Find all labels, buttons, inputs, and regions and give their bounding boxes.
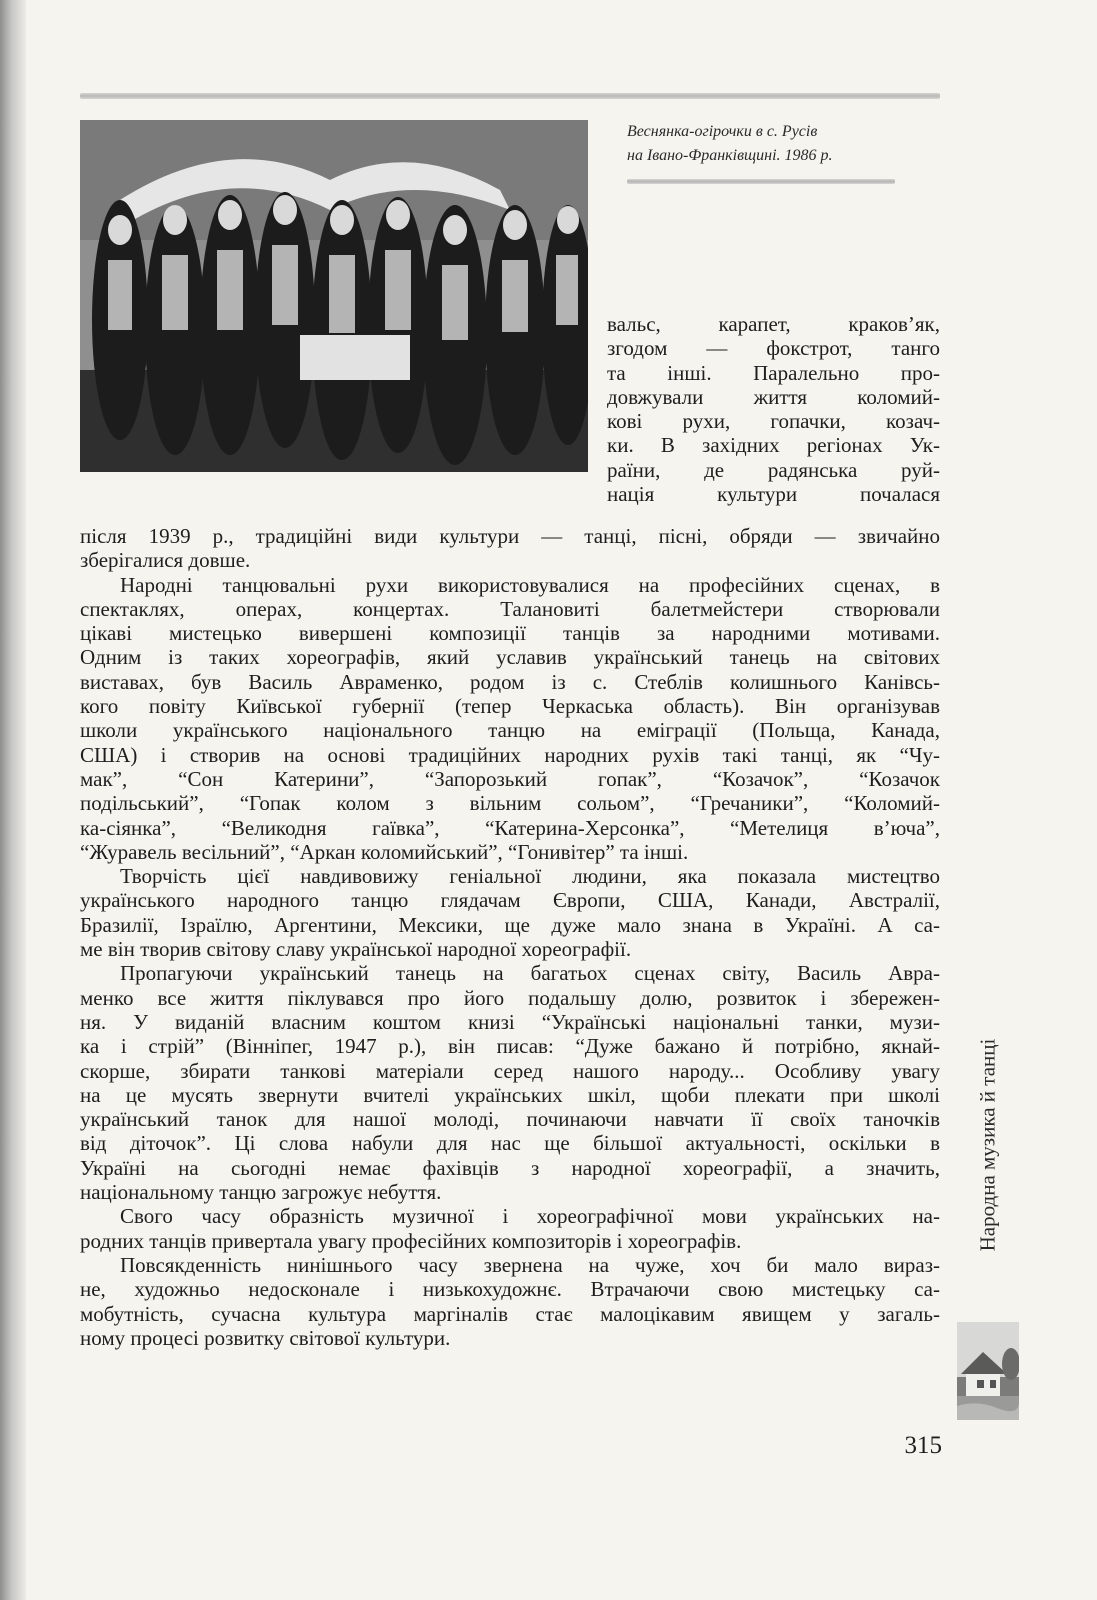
text-line: національному танцю загрожує небуття. bbox=[80, 1180, 442, 1205]
text-line: українського народного танцю глядачам Європи, США, Канади, Австралії, bbox=[80, 888, 940, 913]
text-line: довжували життя коломий- bbox=[607, 384, 940, 409]
text-line: мак”, “Сон Катерини”, “Запорозький гопак”, “Козачок”, “Козачок bbox=[80, 766, 940, 791]
text-line: родних танців привертала увагу професійних композиторів і хореографів. bbox=[80, 1228, 742, 1253]
text-line: Одним із таких хореографів, який уславив український танець на світових bbox=[80, 645, 940, 670]
text-line: Повсякденність нинішнього часу звернена на чуже, хоч би мало вираз- bbox=[120, 1252, 940, 1277]
text-line: кові рухи, гопачки, козач- bbox=[607, 409, 940, 434]
photo-caption bbox=[627, 120, 927, 168]
paragraph bbox=[80, 961, 940, 1204]
text-line: нація культури почалася bbox=[607, 482, 940, 507]
paragraph bbox=[80, 573, 940, 865]
text-line: раїни, де радянська руй- bbox=[607, 457, 940, 482]
text-line: ному процесі розвитку світової культури. bbox=[80, 1325, 451, 1350]
text-line: після 1939 р., традиційні види культури — танці, пісні, обряди — звичайно bbox=[80, 524, 940, 548]
text-line: ка і стрій” (Вінніпег, 1947 р.), він писав: “Дуже бажано й потрібно, якнай- bbox=[80, 1034, 940, 1059]
page-number: 315 bbox=[904, 1432, 942, 1459]
narrow-text-column bbox=[607, 312, 940, 506]
running-head-vertical bbox=[958, 1000, 1018, 1290]
text-line: ме він творив світову славу української народної хореографії. bbox=[80, 937, 632, 962]
text-line: вальс, карапет, краков’як, bbox=[607, 312, 940, 336]
paragraph bbox=[80, 1204, 940, 1253]
text-line: не, художньо недосконале і низькохудожнє. Втрачаючи свою мистецьку са- bbox=[80, 1277, 940, 1302]
text-line: виставах, був Василь Авраменко, родом із с. Стеблів колишнього Канівсь- bbox=[80, 669, 940, 694]
body-text bbox=[80, 524, 940, 1350]
book-spine-shadow bbox=[0, 0, 26, 1600]
text-line: український танок для нашої молоді, починаючи навчати її своїх таночків bbox=[80, 1107, 940, 1132]
text-line: подільський”, “Гопак колом з вільним сольом”, “Гречаники”, “Коломий- bbox=[80, 791, 940, 816]
text-line: зберігалися довше. bbox=[80, 548, 251, 573]
text-line: Бразилії, Ізраїлю, Аргентини, Мексики, ще дуже мало знана в Україні. А са- bbox=[80, 912, 940, 937]
text-line: Україні на сьогодні немає фахівців з народної хореографії, а значить, bbox=[80, 1155, 940, 1180]
folk-dancers-photo bbox=[80, 120, 588, 472]
text-line: спектаклях, операх, концертах. Талановиті балетмейстери створювали bbox=[80, 596, 940, 621]
text-line: Свого часу образність музичної і хореографічної мови українських на- bbox=[120, 1204, 940, 1229]
text-line: Народні танцювальні рухи використовувалися на професійних сценах, в bbox=[120, 572, 940, 597]
text-line: ки. В західних регіонах Ук- bbox=[607, 433, 940, 458]
text-line: Пропагуючи український танець на багатьох сценах світу, Василь Авра- bbox=[120, 961, 940, 986]
caption-line: на Івано-Франківщині. 1986 р. bbox=[627, 147, 833, 164]
text-line: мобутність, сучасна культура маргіналів стає малоцікавим явищем у загаль- bbox=[80, 1301, 940, 1326]
caption-line: Веснянка-огірочки в с. Русів bbox=[627, 123, 818, 140]
text-line: менко все життя піклувався про його подальшу долю, розвиток і збережен- bbox=[80, 985, 940, 1010]
paragraph bbox=[80, 864, 940, 961]
text-line: від діточок”. Ці слова набули для нас ще більшої актуальності, оскільки в bbox=[80, 1131, 940, 1156]
village-house-icon bbox=[957, 1322, 1019, 1420]
text-line: кого повіту Київської губернії (тепер Черкаська область). Він організував bbox=[80, 694, 940, 719]
top-rule bbox=[80, 93, 940, 99]
text-line: скорше, збирати танкові матеріали серед нашого народу... Особливу увагу bbox=[80, 1058, 940, 1083]
text-line: ня. У виданій власним коштом книзі “Українські національні танки, музи- bbox=[80, 1009, 940, 1034]
section-title: Народна музика й танці bbox=[975, 1038, 1000, 1252]
caption-rule bbox=[627, 179, 895, 184]
text-line: ка-сіянка”, “Великодня гаївка”, “Катерина-Херсонка”, “Метелиця в’юча”, bbox=[80, 815, 940, 840]
text-line: Творчість цієї навдивовижу геніальної людини, яка показала мистецтво bbox=[120, 864, 940, 889]
paragraph bbox=[80, 1253, 940, 1350]
text-line: школи українського національного танцю на еміграції (Польща, Канада, bbox=[80, 718, 940, 743]
paragraph bbox=[80, 524, 940, 573]
text-line: та інші. Паралельно про- bbox=[607, 360, 940, 385]
text-line: згодом — фокстрот, танго bbox=[607, 336, 940, 361]
text-line: на це мусять звернути вчителі українських шкіл, щоби плекати при школі bbox=[80, 1082, 940, 1107]
text-line: цікаві мистецько вивершені композиції танців за народними мотивами. bbox=[80, 621, 940, 646]
text-line: США) і створив на основі традиційних народних рухів такі танці, як “Чу- bbox=[80, 742, 940, 767]
text-line: “Журавель весільний”, “Аркан коломийський”, “Гонивітер” та інші. bbox=[80, 839, 689, 864]
